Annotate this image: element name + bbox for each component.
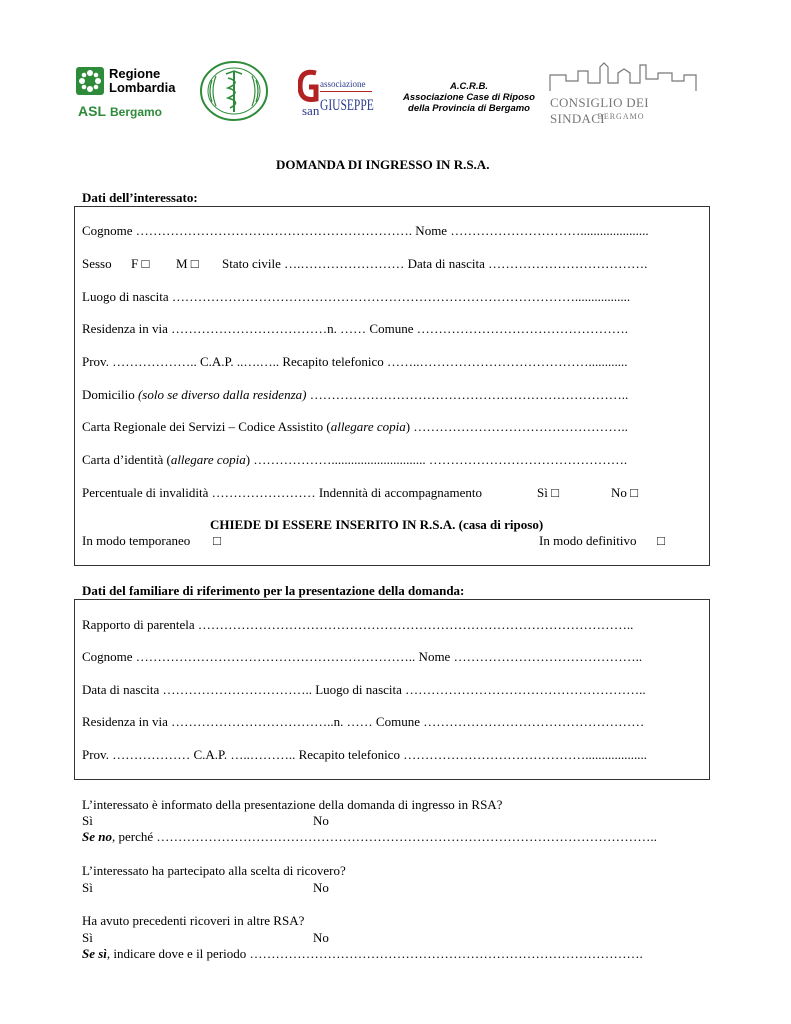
assoc-small-text: associazione [320, 79, 366, 89]
consiglio-text: CONSIGLIO DEI SINDACI [550, 95, 649, 126]
luogo-nascita-line: Luogo di nascita …………………………………………………………………………………................. [82, 289, 631, 304]
section-interessato-heading: Dati dell’interessato: [82, 190, 198, 205]
regione-rose-icon [76, 67, 104, 95]
question-ricoveri: Ha avuto precedenti ricoveri in altre RSA? [82, 913, 305, 928]
san-text: san [302, 103, 320, 118]
question-scelta-si[interactable]: Sì [82, 880, 93, 895]
familiare-residenza-line: Residenza in via ………………………………..n. …… Comune …………………………………………… [82, 714, 645, 729]
bergamo-text: Bergamo [110, 105, 163, 119]
carta-identita-dots: ) ………………............................. ………………………………………. [245, 452, 628, 467]
section-familiare-heading: Dati del familiare di riferimento per la presentazione della domanda: [82, 583, 465, 598]
question-ricoveri-dove [82, 946, 643, 961]
logo-row [0, 55, 791, 130]
regione-lombardia-logo [76, 67, 186, 125]
carta-regionale-label: Carta Regionale dei Servizi – Codice Assistito ( [82, 419, 331, 434]
cognome-nome-line: Cognome ………………………………………………………. Nome …………………………..................... [82, 223, 649, 238]
acrb-logo [394, 81, 544, 123]
domicilio-label: Domicilio [82, 387, 138, 402]
acrb-line1: Associazione Case di Riposo [403, 92, 535, 103]
carta-identita-note: allegare copia [170, 452, 246, 467]
city-skyline-icon [548, 61, 698, 93]
question-informato: L’interessato è informato della presentazione della domanda di ingresso in RSA? [82, 797, 503, 812]
question-scelta-no[interactable]: No [313, 880, 329, 895]
acrb-line2: della Provincia di Bergamo [408, 103, 530, 114]
perche-dots: , perché …………………………………………………………………………………………………….. [111, 829, 657, 844]
carta-regionale-line [82, 419, 628, 434]
familiare-nascita-line: Data di nascita …………………………….. Luogo di nascita ……………………………………………….. [82, 682, 646, 697]
carta-identita-line [82, 452, 627, 467]
question-informato-perche [82, 829, 657, 844]
page-title: DOMANDA DI INGRESSO IN R.S.A. [276, 157, 490, 172]
definitivo-label: In modo definitivo [539, 533, 637, 548]
regione-text-2: Lombardia [109, 80, 176, 95]
dove-periodo-dots: , indicare dove e il periodo ………………………………………………………………………………. [106, 946, 643, 961]
invalidita-line: Percentuale di invalidità …………………… Indennità di accompagnamento [82, 485, 483, 500]
carta-regionale-dots: ) ………………………………………….. [405, 419, 628, 434]
sesso-m-checkbox[interactable]: M □ [176, 256, 199, 271]
accompagnamento-si-checkbox[interactable]: Sì □ [537, 485, 559, 500]
domicilio-dots: ……………………………………………………………….. [306, 387, 629, 402]
domicilio-line [82, 387, 628, 402]
giuseppe-text: GIUSEPPE [320, 97, 374, 114]
definitivo-checkbox[interactable]: □ [657, 533, 665, 548]
temporaneo-checkbox[interactable]: □ [213, 533, 221, 548]
medical-seal-icon [198, 60, 270, 122]
question-ricoveri-si[interactable]: Sì [82, 930, 93, 945]
consiglio-sub-text: BERGAMO [597, 112, 645, 121]
familiare-rapporto-line: Rapporto di parentela ……………………………………………………………………………………….. [82, 617, 634, 632]
san-giuseppe-logo [298, 69, 378, 127]
accompagnamento-no-checkbox[interactable]: No □ [611, 485, 638, 500]
temporaneo-label: In modo temporaneo [82, 533, 191, 548]
stato-civile-line: Stato civile ….…………………… Data di nascita ………………………………. [222, 256, 648, 271]
question-informato-si[interactable]: Sì [82, 813, 93, 828]
question-ricoveri-no[interactable]: No [313, 930, 329, 945]
residenza-line: Residenza in via ………………………………n. …… Comune …………………………………………. [82, 321, 628, 336]
familiare-prov-line: Prov. ……………… C.A.P. …..……….. Recapito telefonico ……………………………………................... [82, 747, 647, 762]
sesso-label: Sesso [82, 256, 112, 271]
asl-text: ASL [78, 103, 106, 119]
prov-cap-line: Prov. ……………….. C.A.P. ..….….. Recapito telefonico ……..…………………………………............ [82, 354, 628, 369]
chiede-heading: CHIEDE DI ESSERE INSERITO IN R.S.A. (casa di riposo) [210, 517, 544, 532]
acrb-title: A.C.R.B. [450, 81, 488, 92]
assoc-rule [320, 91, 372, 92]
san-giuseppe-g-icon [298, 69, 320, 103]
domicilio-note: (solo se diverso dalla residenza) [137, 387, 307, 402]
se-si-label: Se sì [82, 946, 107, 961]
consiglio-sindaci-logo [548, 61, 698, 125]
carta-regionale-note: allegare copia [330, 419, 406, 434]
carta-identita-label: Carta d’identità ( [82, 452, 171, 467]
sesso-f-checkbox[interactable]: F □ [131, 256, 150, 271]
familiare-cognome-line: Cognome ……………………………………………………….. Nome …………………………………….. [82, 649, 643, 664]
regione-text-1: Regione [109, 66, 161, 81]
se-no-label: Se no [82, 829, 112, 844]
question-scelta: L’interessato ha partecipato alla scelta di ricovero? [82, 863, 346, 878]
question-informato-no[interactable]: No [313, 813, 329, 828]
